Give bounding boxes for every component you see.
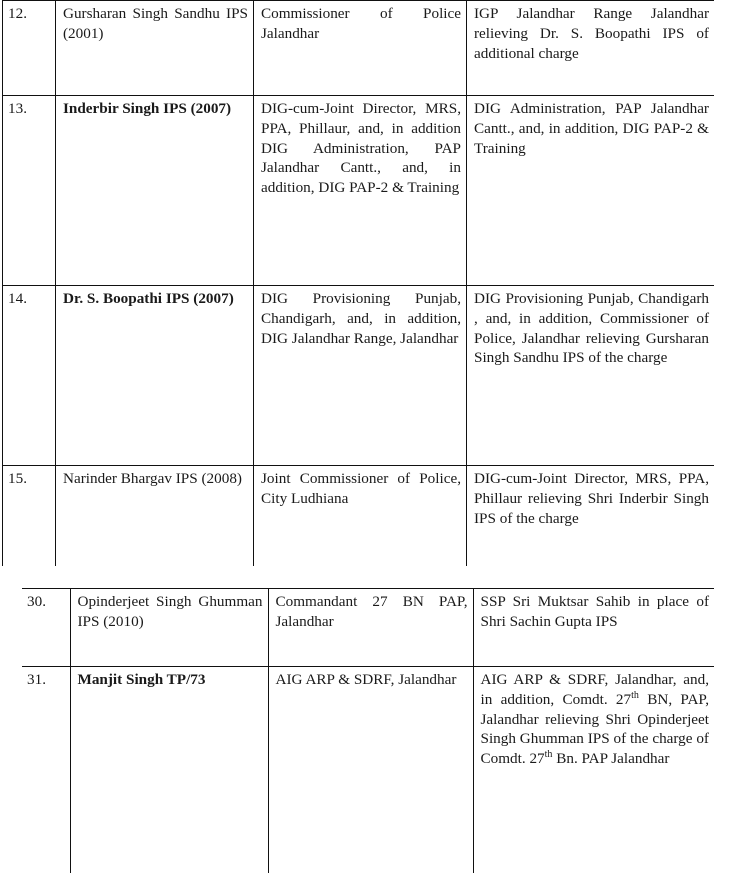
cell-posted-as <box>473 667 714 873</box>
ordinal-suffix-superscript: th <box>544 748 553 760</box>
posted-as-segment-3: Bn. PAP Jalandhar <box>552 750 670 767</box>
officer-name-text: Narinder Bhargav IPS (2008) <box>63 470 242 487</box>
posted-as-segment-1: AIG ARP & SDRF, Jalandhar, and, in addition, Comdt. 27 <box>480 671 709 708</box>
table-row <box>22 667 714 873</box>
officer-name-text: Opinderjeet Singh Ghumman IPS (2010) <box>77 593 263 630</box>
cell-posted-as <box>467 1 715 96</box>
present-posting-text: AIG ARP & SDRF, Jalandhar <box>275 671 457 688</box>
present-posting-text: Commissioner of Police Jalandhar <box>261 5 461 42</box>
present-posting-text: Joint Commissioner of Police, City Ludhiana <box>261 470 461 507</box>
table-row <box>22 589 714 667</box>
cell-officer-name <box>56 466 254 567</box>
present-posting-text: DIG-cum-Joint Director, MRS, PPA, Phillaur, and, in addition DIG Administration, PAP Jalandhar Cantt., and, in addition, DIG PAP-2 & Training <box>261 100 461 196</box>
posted-as-text: DIG Provisioning Punjab, Chandigarh , and, in addition, Commissioner of Police, Jalandhar relieving Gursharan Singh Sandhu IPS of the charge <box>474 290 709 367</box>
cell-serial-number: 30. <box>22 589 70 667</box>
present-posting-text: Commandant 27 BN PAP, Jalandhar <box>275 593 468 630</box>
cell-serial-number: 14. <box>3 286 56 466</box>
posted-as-segment-2: BN, PAP, Jalandhar relieving Shri Opinderjeet Singh Ghumman IPS of the charge of Comdt. 27 <box>480 690 709 767</box>
table-row <box>3 466 715 567</box>
officer-name-text: Dr. S. Boopathi IPS (2007) <box>63 290 234 307</box>
cell-serial-number: 13. <box>3 96 56 286</box>
table-row <box>3 96 715 286</box>
table-row <box>3 286 715 466</box>
cell-present-posting <box>268 667 473 873</box>
cell-officer-name <box>56 96 254 286</box>
cell-posted-as <box>467 466 715 567</box>
table-two <box>22 588 714 873</box>
posted-as-text: SSP Sri Muktsar Sahib in place of Shri Sachin Gupta IPS <box>480 593 709 630</box>
officer-name-text: Manjit Singh TP/73 <box>77 671 206 688</box>
cell-serial-number: 15. <box>3 466 56 567</box>
transfer-order-table-upper <box>2 0 714 566</box>
cell-posted-as <box>473 589 714 667</box>
table-row <box>3 1 715 96</box>
posted-as-text: IGP Jalandhar Range Jalandhar relieving Dr. S. Boopathi IPS of additional charge <box>474 5 709 62</box>
cell-present-posting <box>254 286 467 466</box>
cell-present-posting <box>268 589 473 667</box>
cell-serial-number: 12. <box>3 1 56 96</box>
present-posting-text: DIG Provisioning Punjab, Chandigarh, and, in addition, DIG Jalandhar Range, Jalandhar <box>261 290 461 347</box>
cell-officer-name <box>70 589 268 667</box>
posted-as-text <box>481 670 710 769</box>
cell-posted-as <box>467 286 715 466</box>
posted-as-text: DIG-cum-Joint Director, MRS, PPA, Phillaur relieving Shri Inderbir Singh IPS of the charge <box>474 470 709 527</box>
posted-as-text: DIG Administration, PAP Jalandhar Cantt., and, in addition, DIG PAP-2 & Training <box>474 100 709 157</box>
cell-officer-name <box>70 667 268 873</box>
cell-serial-number: 31. <box>22 667 70 873</box>
officer-name-text: Inderbir Singh IPS (2007) <box>63 100 232 117</box>
ordinal-suffix-superscript: th <box>631 689 639 701</box>
cell-officer-name <box>56 286 254 466</box>
cell-present-posting <box>254 1 467 96</box>
cell-present-posting <box>254 96 467 286</box>
cell-posted-as <box>467 96 715 286</box>
cell-present-posting <box>254 466 467 567</box>
cell-officer-name <box>56 1 254 96</box>
transfer-order-table-lower <box>22 588 714 874</box>
officer-name-text: Gursharan Singh Sandhu IPS (2001) <box>63 5 248 42</box>
table-one <box>2 0 714 566</box>
